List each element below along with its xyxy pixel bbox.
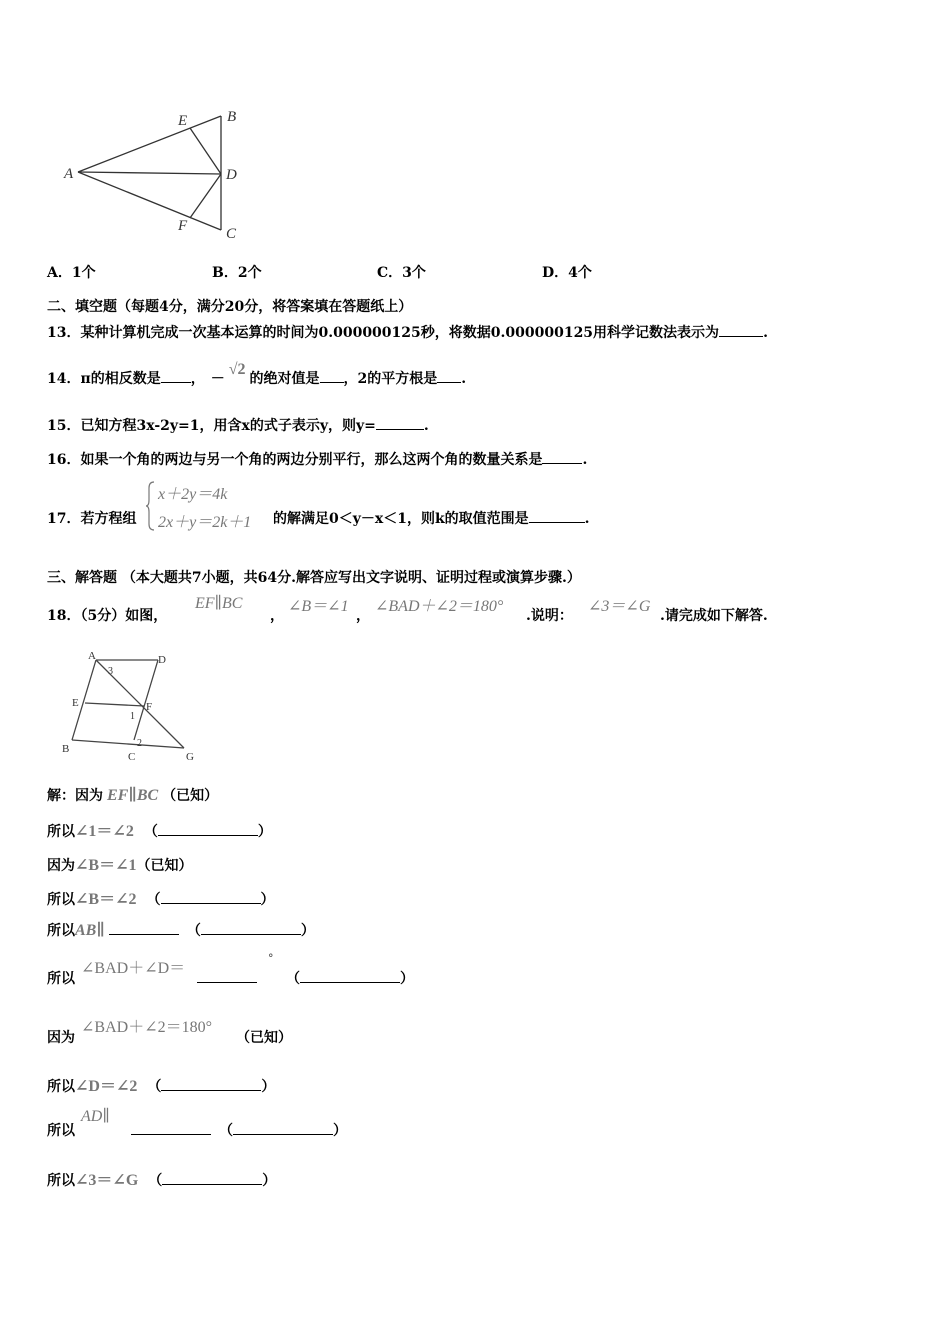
sol8-so: 所以 <box>47 1079 75 1095</box>
sol10-so: 所以 <box>47 1173 75 1189</box>
sol5-reason-blank <box>201 920 301 935</box>
sol9-math: AD∥ <box>81 1108 110 1125</box>
q14-part1: π的相反数是 <box>80 371 161 387</box>
q18-cond3: ∠BAD＋∠2＝180° <box>375 598 504 615</box>
q18-comma1: ， <box>270 608 284 624</box>
q16-blank <box>542 449 582 464</box>
solution-line-4 <box>47 886 275 909</box>
question-16 <box>47 449 587 469</box>
q17-period: . <box>584 511 590 527</box>
sol7-known: （已知） <box>236 1030 292 1046</box>
q13-blank <box>719 322 763 337</box>
section-2-heading: 二、填空题（每题4分，满分20分，将答案填在答题纸上） <box>47 299 413 315</box>
sol5-so: 所以 <box>47 923 75 939</box>
sol6-answer-line <box>197 968 257 987</box>
q17-brace <box>146 480 156 532</box>
label-f: F <box>178 218 188 234</box>
question-15 <box>47 415 429 435</box>
label-d: D <box>226 167 237 183</box>
sol4-math: ∠B＝∠2 <box>75 891 137 908</box>
line-bg <box>72 740 184 748</box>
sol6-answer-blank <box>197 968 257 983</box>
sol1-math: EF∥BC <box>107 787 159 804</box>
fig2-label-c: C <box>128 751 136 763</box>
figure-kite <box>58 100 258 245</box>
line-ad <box>78 172 221 174</box>
line-fd <box>190 174 221 218</box>
sol9-answer-blank <box>131 1120 211 1135</box>
sol2-math: ∠1＝∠2 <box>75 823 134 840</box>
sol4-rparen: ） <box>260 892 275 908</box>
sol8-math: ∠D＝∠2 <box>75 1078 138 1095</box>
sol9-reason-blank <box>233 1120 333 1135</box>
q17-suffix-line <box>273 508 590 528</box>
solution-line-6-so: 所以 <box>47 971 75 987</box>
solution-line-7-because: 因为 <box>47 1030 75 1046</box>
label-a: A <box>64 166 74 182</box>
q18-comma2: ， <box>356 608 370 624</box>
q14-blank3 <box>437 368 461 383</box>
solution-line-9-so: 所以 <box>47 1123 75 1139</box>
line-ed <box>190 128 221 174</box>
q15-period: . <box>423 418 429 434</box>
sol6-lparen: （ <box>286 971 300 987</box>
q15-text: 15．已知方程3x-2y=1，用含x的式子表示y，则y= <box>47 418 376 434</box>
sol10-rparen: ） <box>262 1173 277 1189</box>
option-a: A．1个 <box>47 265 96 281</box>
sol6-degree: ° <box>268 952 274 965</box>
q14-num: 14． <box>47 371 81 387</box>
sol2-lparen: （ <box>143 824 158 840</box>
sol9-blanks <box>131 1120 347 1140</box>
option-b: B．2个 <box>212 265 262 281</box>
solution-line-3 <box>47 852 193 875</box>
sol10-reason-blank <box>162 1170 262 1185</box>
sol6-reason <box>286 968 414 988</box>
q14-blank1 <box>161 368 191 383</box>
label-e: E <box>178 113 188 129</box>
q15-blank <box>376 415 424 430</box>
figure-parallelogram <box>58 648 208 768</box>
section-3-heading: 三、解答题 （本大题共7小题，共64分.解答应写出文字说明、证明过程或演算步骤.） <box>47 570 581 586</box>
solution-line-5 <box>47 920 315 940</box>
q18-prefix: 18．（5分）如图， <box>47 608 168 624</box>
sol2-reason-blank <box>158 821 258 836</box>
solution-line-10 <box>47 1167 276 1190</box>
sol10-lparen: （ <box>148 1173 163 1189</box>
sol9-lparen: （ <box>219 1123 233 1139</box>
solution-line-8 <box>47 1073 275 1096</box>
q14-period: . <box>461 371 467 387</box>
sol9-rparen: ） <box>333 1123 347 1139</box>
sol7-math: ∠BAD＋∠2＝180° <box>81 1019 212 1036</box>
fig2-label-a: A <box>88 650 96 662</box>
line-ef <box>85 703 144 706</box>
q14-minus: － <box>210 371 225 387</box>
line-dc <box>134 660 158 740</box>
sol6-math: ∠BAD＋∠D＝ <box>81 960 186 977</box>
q18-cond1: EF∥BC <box>195 595 243 612</box>
question-13 <box>47 322 768 342</box>
q18-cond2: ∠B＝∠1 <box>288 598 349 615</box>
sol5-answer-blank <box>109 920 179 935</box>
sol4-so: 所以 <box>47 892 75 908</box>
sol3-math: ∠B＝∠1 <box>75 857 137 874</box>
sol8-lparen: （ <box>147 1079 162 1095</box>
q16-period: . <box>582 452 588 468</box>
q13-period: . <box>763 325 768 341</box>
fig2-label-f: F <box>146 701 153 713</box>
sol1-known: （已知） <box>162 788 219 804</box>
q14-blank2 <box>320 368 344 383</box>
label-c: C <box>226 226 237 242</box>
sol1-because: 解：因为 <box>47 788 103 804</box>
fig2-label-b: B <box>62 743 70 755</box>
q14-part3: ，2的平方根是 <box>343 371 438 387</box>
label-b: B <box>227 109 237 125</box>
sol10-math: ∠3＝∠G <box>75 1172 139 1189</box>
sol4-reason-blank <box>161 889 261 904</box>
sol5-lparen: （ <box>186 923 201 939</box>
fig2-label-d: D <box>158 654 166 666</box>
q17-equation-2: 2x＋y＝2k＋1 <box>158 514 252 531</box>
q14-sqrt: √2 <box>228 361 246 378</box>
q18-goal: ∠3＝∠G <box>588 598 651 615</box>
fig2-label-e: E <box>72 697 79 709</box>
q18-suffix: .请完成如下解答. <box>660 608 768 624</box>
q17-equation-1: x＋2y＝4k <box>158 486 228 503</box>
sol4-lparen: （ <box>146 892 161 908</box>
sol6-reason-blank <box>300 968 400 983</box>
fig2-label-g: G <box>186 751 194 763</box>
option-c: C．3个 <box>377 265 426 281</box>
sol3-known: （已知） <box>136 858 193 874</box>
sol5-rparen: ） <box>300 923 315 939</box>
q17-blank <box>529 508 585 523</box>
line-ab <box>78 116 221 172</box>
sol2-so: 所以 <box>47 824 75 840</box>
fig2-label-3: 3 <box>108 666 113 677</box>
sol3-because: 因为 <box>47 858 75 874</box>
sol8-rparen: ） <box>261 1079 276 1095</box>
line-ac <box>78 172 221 230</box>
solution-line-2 <box>47 818 272 841</box>
q13-text: 13．某种计算机完成一次基本运算的时间为0.000000125秒，将数据0.000000125用科学记数法表示为 <box>47 325 720 341</box>
sol2-rparen: ） <box>257 824 272 840</box>
sol5-math: AB∥ <box>75 922 105 939</box>
q14-part2: 的绝对值是 <box>249 371 320 387</box>
q17-suffix: 的解满足0＜y－x＜1，则k的取值范围是 <box>273 511 529 527</box>
sol8-reason-blank <box>161 1076 261 1091</box>
q16-text: 16．如果一个角的两边与另一个角的两边分别平行，那么这两个角的数量关系是 <box>47 452 543 468</box>
sol6-rparen: ） <box>400 971 414 987</box>
fig2-label-1: 1 <box>130 711 135 722</box>
q18-explain: .说明： <box>526 608 573 624</box>
q17-prefix: 17．若方程组 <box>47 511 137 527</box>
fig2-label-2: 2 <box>137 738 142 749</box>
solution-line-1 <box>47 785 218 805</box>
option-d: D．4个 <box>542 265 592 281</box>
question-14: 14．π的相反数是 ， －√2的绝对值是 ，2的平方根是 . <box>47 361 467 387</box>
